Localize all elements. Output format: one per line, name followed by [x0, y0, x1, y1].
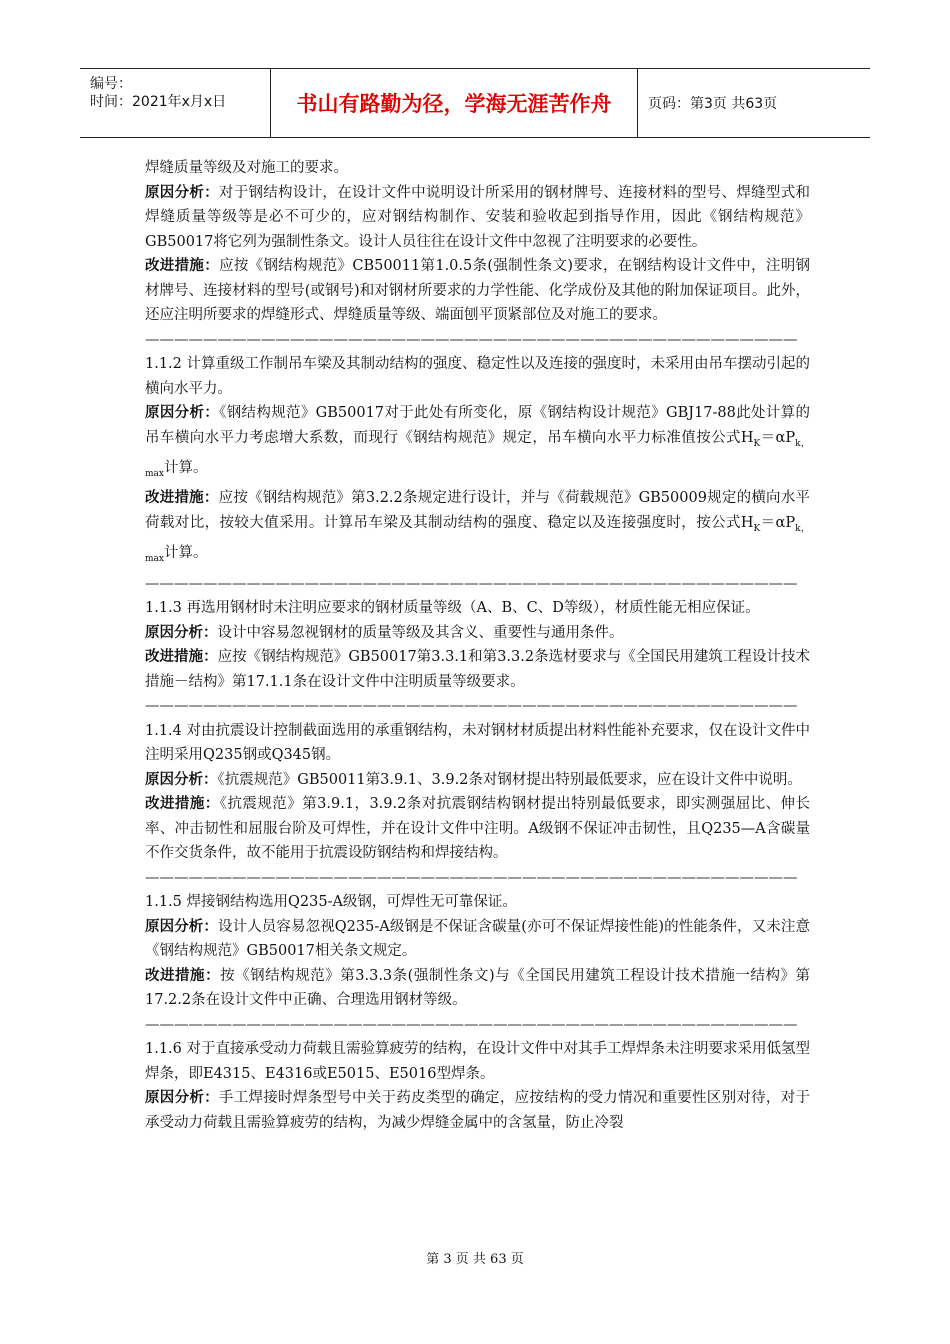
fix-label: 改进措施： — [145, 258, 220, 274]
item-cause — [145, 401, 810, 486]
cause-label: 原因分析： — [145, 184, 219, 201]
fix-label: 改进措施： — [145, 967, 221, 984]
page-header — [80, 68, 870, 138]
cause-label: 原因分析： — [145, 405, 220, 421]
cause-label: 原因分析： — [145, 1090, 219, 1107]
fix-text: 应按《钢结构规范》第3.2.2条规定进行设计，并与《荷载规范》GB50009规定的横向水平荷载对比，按较大值采用。计算吊车梁及其制动结构的强度、稳定以及连接强度时，按公式H — [145, 490, 810, 531]
item-fix — [145, 964, 810, 1013]
header-motto: 书山有路勤为径，学海无涯苦作舟 — [270, 69, 638, 137]
separator: ————————————————————————————————————————————— — [145, 331, 798, 348]
item-fix — [145, 645, 810, 694]
item-title: 1.1.3 再选用钢材时未注明应要求的钢材质量等级（A、B、C、D等级），材质性能无相应保证。 — [145, 600, 760, 617]
item-cause — [145, 1086, 810, 1135]
item-cause — [145, 621, 810, 646]
fix-label: 改进措施： — [145, 796, 220, 813]
number-label: 编号： — [90, 76, 132, 92]
item-title: 1.1.4 对由抗震设计控制截面选用的承重钢结构，未对钢材材质提出材料性能补充要求，仅在设计文件中注明采用Q235钢或Q345钢。 — [145, 722, 810, 764]
cause-text: 对于钢结构设计，在设计文件中说明设计所采用的钢材牌号、连接材料的型号、焊缝型式和焊缝质量等级等是必不可少的，应对钢结构制作、安装和验收起到指导作用，因此《钢结构规范》GB50017将它列为强制性条文。设计人员往往在设计文件中忽视了注明要求的必要性。 — [145, 184, 810, 250]
item-title: 1.1.5 焊接钢结构选用Q235-A级钢，可焊性无可靠保证。 — [145, 894, 517, 911]
fix-label: 改进措施： — [145, 490, 219, 507]
formula-subscript: k，max — [145, 438, 810, 479]
intro-tail: 焊缝质量等级及对施工的要求。 — [145, 160, 348, 176]
header-page-info: 页码：第3页 共63页 — [648, 96, 778, 112]
intro-cause — [145, 181, 810, 255]
page-footer: 第 3 页 共 63 页 — [426, 1252, 524, 1267]
separator: ————————————————————————————————————————————— — [145, 575, 798, 592]
separator: ————————————————————————————————————————————— — [145, 698, 798, 715]
header-meta — [80, 69, 270, 137]
item-fix — [145, 792, 810, 866]
fix-text: 应按《钢结构规范》CB50011第1.0.5条(强制性条文)要求，在钢结构设计文件中，注明钢材牌号、连接材料的型号(或钢号)和对钢材所要求的力学性能、化学成份及其他的附加保证项目。此外，还应注明所要求的焊缝形式、焊缝质量等级、端面刨平顶紧部位及对施工的要求。 — [145, 258, 810, 323]
formula-subscript: k，max — [145, 523, 810, 565]
cause-text: ＝αP — [760, 429, 796, 446]
separator: ————————————————————————————————————————————— — [145, 1016, 798, 1033]
intro-fix — [145, 254, 810, 328]
cause-label: 原因分析： — [145, 771, 218, 788]
cause-text: 手工焊接时焊条型号中关于药皮类型的确定，应按结构的受力情况和重要性区别对待，对于承受动力荷载且需验算疲劳的结构，为减少焊缝金属中的含氢量，防止冷裂 — [145, 1090, 810, 1131]
fix-text: 应按《钢结构规范》GB50017第3.3.1和第3.3.2条选材要求与《全国民用建筑工程设计技术措施－结构》第17.1.1条在设计文件中注明质量等级要求。 — [145, 649, 811, 690]
cause-text: 《抗震规范》GB50011第3.9.1、3.9.2条对钢材提出特别最低要求，应在设计文件中说明。 — [217, 771, 802, 788]
cause-label: 原因分析： — [145, 624, 218, 641]
separator: ————————————————————————————————————————————— — [145, 869, 798, 886]
cause-text: 计算。 — [163, 459, 208, 476]
cause-label: 原因分析： — [145, 918, 218, 935]
fix-text: 按《钢结构规范》第3.3.3条(强制性条文)与《全国民用建筑工程设计技术措施一结构》第17.2.2条在设计文件中正确、合理选用钢材等级。 — [145, 967, 810, 1009]
document-body — [145, 156, 810, 1135]
cause-text: 设计中容易忽视钢材的质量等级及其含义、重要性与通用条件。 — [217, 624, 624, 641]
item-title: 1.1.6 对于直接承受动力荷载且需验算疲劳的结构，在设计文件中对其手工焊焊条未注明要求采用低氢型焊条，即E4315、E4316或E5015、E5016型焊条。 — [145, 1041, 810, 1082]
cause-text: 《钢结构规范》GB50017对于此处有所变化，原《钢结构设计规范》GBJ17-88此处计算的吊车横向水平力考虑增大系数，而现行《钢结构规范》规定，吊车横向水平力标准值按公式H — [145, 405, 811, 446]
fix-text: 计算。 — [163, 545, 208, 562]
item-title: 1.1.2 计算重级工作制吊车梁及其制动结构的强度、稳定性以及连接的强度时，未采用由吊车摆动引起的横向水平力。 — [145, 356, 810, 397]
formula-subscript: K — [753, 438, 761, 449]
fix-text: 《抗震规范》第3.9.1，3.9.2条对抗震钢结构钢材提出特别最低要求，即实测强屈比、伸长率、冲击韧性和屈服台阶及可焊性，并在设计文件中注明。A级钢不保证冲击韧性，且Q235—A含碳量不作交货条件，故不能用于抗震设防钢结构和焊接结构。 — [145, 796, 810, 862]
cause-text: 设计人员容易忽视Q235-A级钢是不保证含碳量(亦可不保证焊接性能)的性能条件，又未注意《钢结构规范》GB50017相关条文规定。 — [145, 918, 811, 960]
item-cause — [145, 915, 810, 964]
formula-subscript: K — [753, 523, 761, 534]
item-cause — [145, 768, 810, 793]
fix-text: ＝αP — [760, 514, 796, 531]
fix-label: 改进措施： — [145, 649, 218, 666]
time-label: 时间：2021年x月x日 — [90, 94, 227, 110]
item-fix — [145, 486, 810, 571]
